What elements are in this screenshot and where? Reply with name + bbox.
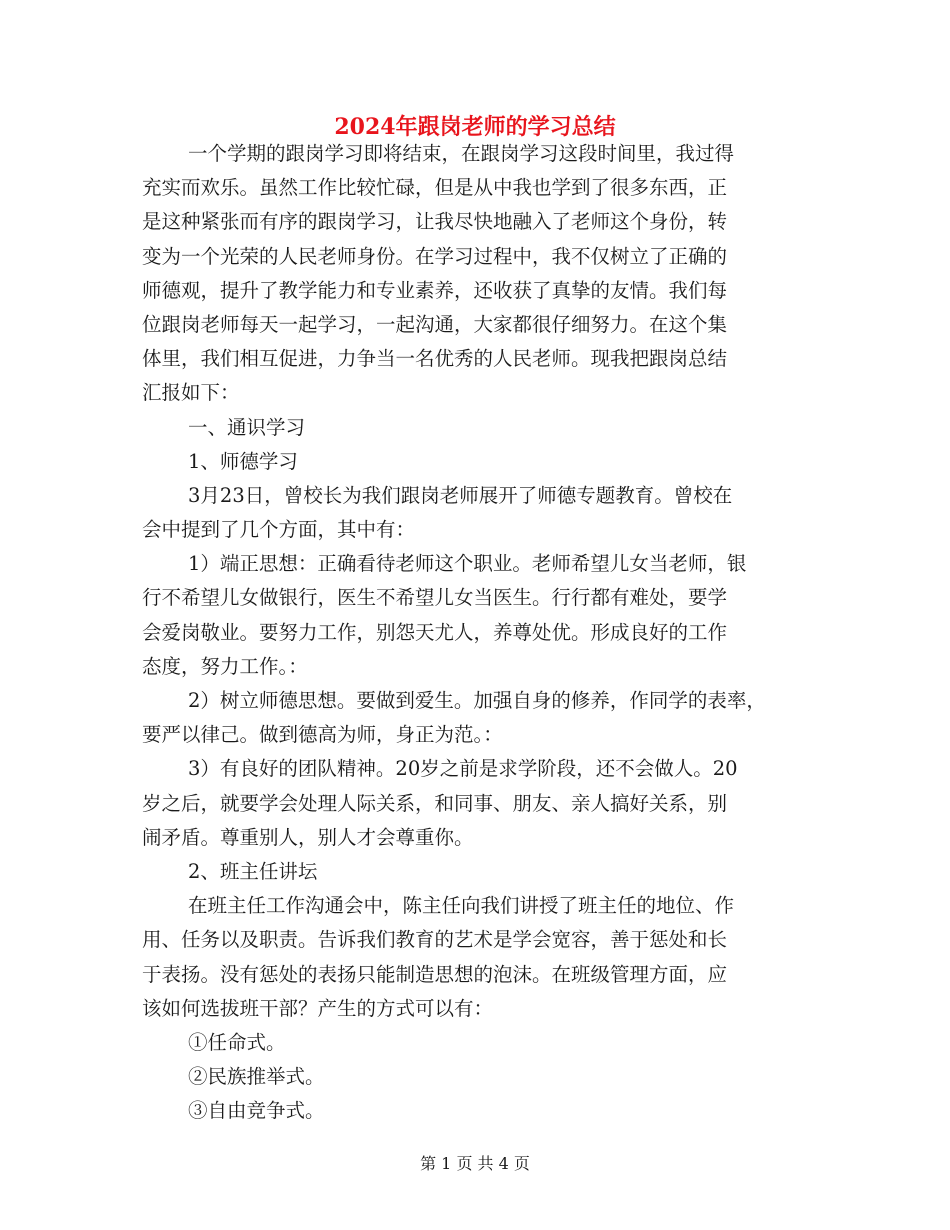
text-line: 1、师德学习 (188, 449, 298, 473)
text-line: 该如何选拔班干部？产生的方式可以有： (142, 996, 494, 1020)
text-line: 一个学期的跟岗学习即将结束，在跟岗学习这段时间里，我过得 (188, 142, 735, 165)
text-line: 3）有良好的团队精神。20岁之前是求学阶段，还不会做人。20 (188, 757, 738, 781)
text-line: 汇报如下： (142, 381, 240, 405)
text-line: 要严以律己。做到德高为师，身正为范。： (142, 723, 503, 747)
document-body (142, 137, 822, 1128)
text-line: 一、通识学习 (188, 415, 306, 439)
document-title: 2024年跟岗老师的学习总结 (334, 114, 616, 140)
text-line: 是这种紧张而有序的跟岗学习，让我尽快地融入了老师这个身份，转 (142, 210, 728, 234)
text-line: 2）树立师德思想。要做到爱生。加强自身的修养，作同学的表率， (188, 689, 766, 712)
text-line: 会爱岗敬业。要努力工作，别怨天尤人，养尊处优。形成良好的工作 (142, 620, 728, 644)
text-line: 2、班主任讲坛 (188, 859, 318, 883)
text-line: ②民族推举式。 (188, 1065, 325, 1089)
text-line: 3月23日，曾校长为我们跟岗老师展开了师德专题教育。曾校在 (188, 483, 733, 507)
text-line: 用、任务以及职责。告诉我们教育的艺术是学会宽容，善于惩处和长 (142, 928, 728, 952)
text-line: 会中提到了几个方面，其中有： (142, 518, 416, 542)
text-line: 师德观，提升了教学能力和专业素养，还收获了真挚的友情。我们每 (142, 278, 728, 302)
text-line: 位跟岗老师每天一起学习，一起沟通，大家都很仔细努力。在这个集 (142, 312, 728, 336)
page-footer: 第 1 页 共 4 页 (420, 1154, 530, 1173)
text-line: 充实而欢乐。虽然工作比较忙碌，但是从中我也学到了很多东西，正 (142, 176, 728, 200)
text-line: ③自由竞争式。 (188, 1099, 325, 1123)
text-line: 行不希望儿女做银行，医生不希望儿女当医生。行行都有难处，要学 (142, 586, 728, 610)
text-line: ①任命式。 (188, 1030, 286, 1054)
text-line: 1）端正思想：正确看待老师这个职业。老师希望儿女当老师，银 (188, 552, 747, 576)
text-line: 闹矛盾。尊重别人，别人才会尊重你。 (142, 825, 474, 849)
text-line: 体里，我们相互促进，力争当一名优秀的人民老师。现我把跟岗总结 (142, 347, 728, 371)
text-line: 于表扬。没有惩处的表扬只能制造思想的泡沫。在班级管理方面，应 (142, 962, 728, 986)
text-line: 态度，努力工作。： (142, 654, 308, 678)
text-line: 岁之后，就要学会处理人际关系，和同事、朋友、亲人搞好关系，别 (142, 791, 728, 815)
text-line: 在班主任工作沟通会中，陈主任向我们讲授了班主任的地位、作 (188, 894, 735, 918)
text-line: 变为一个光荣的人民老师身份。在学习过程中，我不仅树立了正确的 (142, 244, 728, 268)
